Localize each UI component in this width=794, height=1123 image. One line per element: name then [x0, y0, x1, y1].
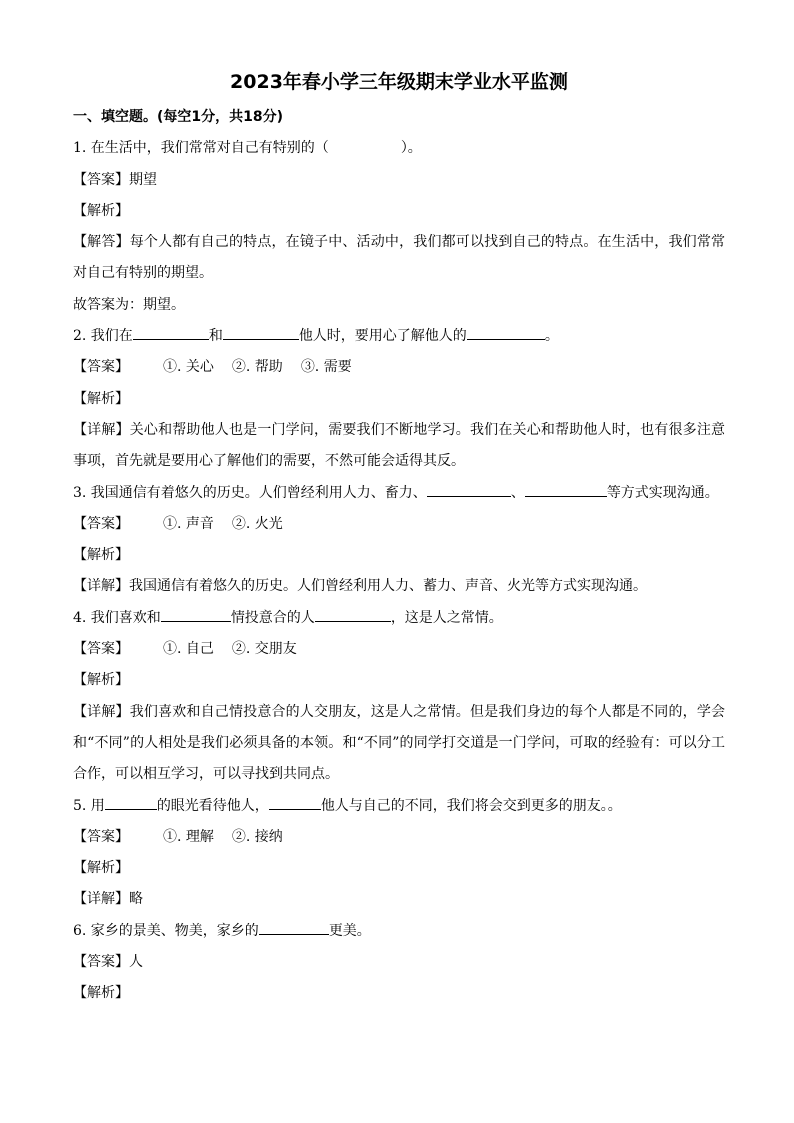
q2-stem-a: 2. 我们在 [73, 328, 133, 345]
question-2 [73, 321, 725, 352]
q5-stem-a: 5. 用 [73, 797, 105, 814]
q6-stem-a: 6. 家乡的景美、物美，家乡的 [73, 922, 259, 939]
q5-stem-c: 他人与自己的不同，我们将会交到更多的朋友。。 [320, 797, 622, 814]
question-1 [73, 133, 725, 164]
q1-stem-b: ）。 [400, 140, 422, 157]
detail-tag: 【详解】 [73, 421, 130, 438]
q2-answer-3: ③. 需要 [300, 359, 352, 376]
q4-answer-2: ②. 交朋友 [231, 641, 297, 658]
q3-stem-c: 等方式实现沟通。 [606, 484, 719, 501]
q6-answer-text: 人 [129, 954, 143, 971]
q5-answer-2: ②. 接纳 [231, 828, 283, 845]
q5-stem-b: 的眼光看待他人， [156, 797, 269, 814]
answer-tag: 【答案】 [73, 171, 129, 188]
q5-analysis [73, 853, 725, 884]
q2-blank-2 [223, 325, 299, 340]
solve-tag: 【解答】 [73, 234, 130, 251]
q2-answer-1: ①. 关心 [163, 359, 214, 376]
document-page [73, 68, 725, 1010]
q6-stem-b: 更美。 [328, 922, 371, 939]
q2-detail-text: 关心和帮助他人也是一门学问，需要我们不断地学习。我们在关心和帮助他人时，也有很多注意事项，首先就是要用心了解他们的需要，不然可能会适得其反。 [73, 421, 726, 470]
analysis-tag: 【解析】 [73, 547, 129, 564]
q1-answer [73, 165, 725, 196]
q6-analysis [73, 978, 725, 1009]
q2-detail [73, 415, 725, 478]
q3-stem-b: 、 [510, 484, 525, 501]
detail-tag: 【详解】 [73, 578, 129, 595]
q2-stem-d: 。 [544, 328, 559, 345]
q2-blank-3 [467, 325, 545, 340]
q1-solve-text: 每个人都有自己的特点，在镜子中、活动中，我们都可以找到自己的特点。在生活中，我们常常对自己有特别的期望。 [73, 234, 726, 282]
q5-blank-1 [105, 795, 157, 810]
page-title: 2023年春小学三年级期末学业水平监测 [230, 71, 568, 93]
q1-stem-a: 1. 在生活中，我们常常对自己有特别的（ [73, 140, 329, 157]
q2-stem-b: 和 [208, 328, 223, 345]
analysis-tag: 【解析】 [73, 985, 129, 1002]
q1-conclusion: 故答案为：期望。 [73, 296, 185, 313]
q6-blank-1 [259, 920, 329, 935]
q5-detail-text: 略 [129, 891, 143, 908]
analysis-tag: 【解析】 [73, 390, 129, 407]
q2-answer-2: ②. 帮助 [231, 359, 283, 376]
q6-answer [73, 947, 725, 978]
q1-answer-text: 期望 [129, 171, 157, 188]
detail-tag: 【详解】 [73, 703, 130, 720]
analysis-tag: 【解析】 [73, 202, 129, 219]
q5-detail [73, 884, 725, 915]
section-heading: 一、填空题。(每空1分，共18分) [73, 109, 284, 125]
q1-analysis [73, 196, 725, 227]
q2-answer [73, 352, 725, 383]
analysis-tag: 【解析】 [73, 860, 129, 877]
q2-analysis [73, 384, 725, 415]
q3-answer [73, 509, 725, 540]
q2-blank-1 [133, 325, 209, 340]
q3-blank-1 [427, 482, 511, 497]
question-3 [73, 478, 725, 509]
question-5 [73, 791, 725, 822]
q3-detail [73, 571, 725, 602]
q4-stem-b: 情投意合的人 [230, 609, 315, 626]
answer-tag: 【答案】 [73, 359, 129, 376]
q3-answer-2: ②. 火光 [231, 515, 283, 532]
analysis-tag: 【解析】 [73, 672, 129, 689]
q4-stem-a: 4. 我们喜欢和 [73, 609, 161, 626]
q4-blank-2 [315, 607, 391, 622]
question-6 [73, 916, 725, 947]
q5-blank-2 [269, 795, 321, 810]
q4-answer [73, 634, 725, 665]
q5-answer-1: ①. 理解 [163, 828, 214, 845]
q4-stem-c: ，这是人之常情。 [390, 609, 503, 626]
q3-blank-2 [525, 482, 607, 497]
q4-answer-1: ①. 自己 [163, 641, 214, 658]
answer-tag: 【答案】 [73, 515, 129, 532]
q4-analysis [73, 665, 725, 696]
q4-detail [73, 697, 725, 791]
q4-detail-text: 我们喜欢和自己情投意合的人交朋友，这是人之常情。但是我们身边的每个人都是不同的，学会和“不同”的人相处是我们必须具备的本领。和“不同”的同学打交道是一门学问，可取的经验有：可以分工合作，可以相互学习，可以寻找到共同点。 [73, 703, 726, 783]
answer-tag: 【答案】 [73, 641, 129, 658]
q2-stem-c: 他人时，要用心了解他人的 [298, 328, 467, 345]
answer-tag: 【答案】 [73, 954, 129, 971]
q4-blank-1 [161, 607, 231, 622]
q1-solve [73, 227, 725, 290]
q5-answer [73, 822, 725, 853]
detail-tag: 【详解】 [73, 891, 129, 908]
answer-tag: 【答案】 [73, 828, 129, 845]
q3-analysis [73, 540, 725, 571]
q3-detail-text: 我国通信有着悠久的历史。人们曾经利用人力、蓄力、声音、火光等方式实现沟通。 [129, 578, 647, 595]
question-4 [73, 603, 725, 634]
q3-stem-a: 3. 我国通信有着悠久的历史。人们曾经利用人力、畜力、 [73, 484, 427, 501]
q3-answer-1: ①. 声音 [163, 515, 214, 532]
